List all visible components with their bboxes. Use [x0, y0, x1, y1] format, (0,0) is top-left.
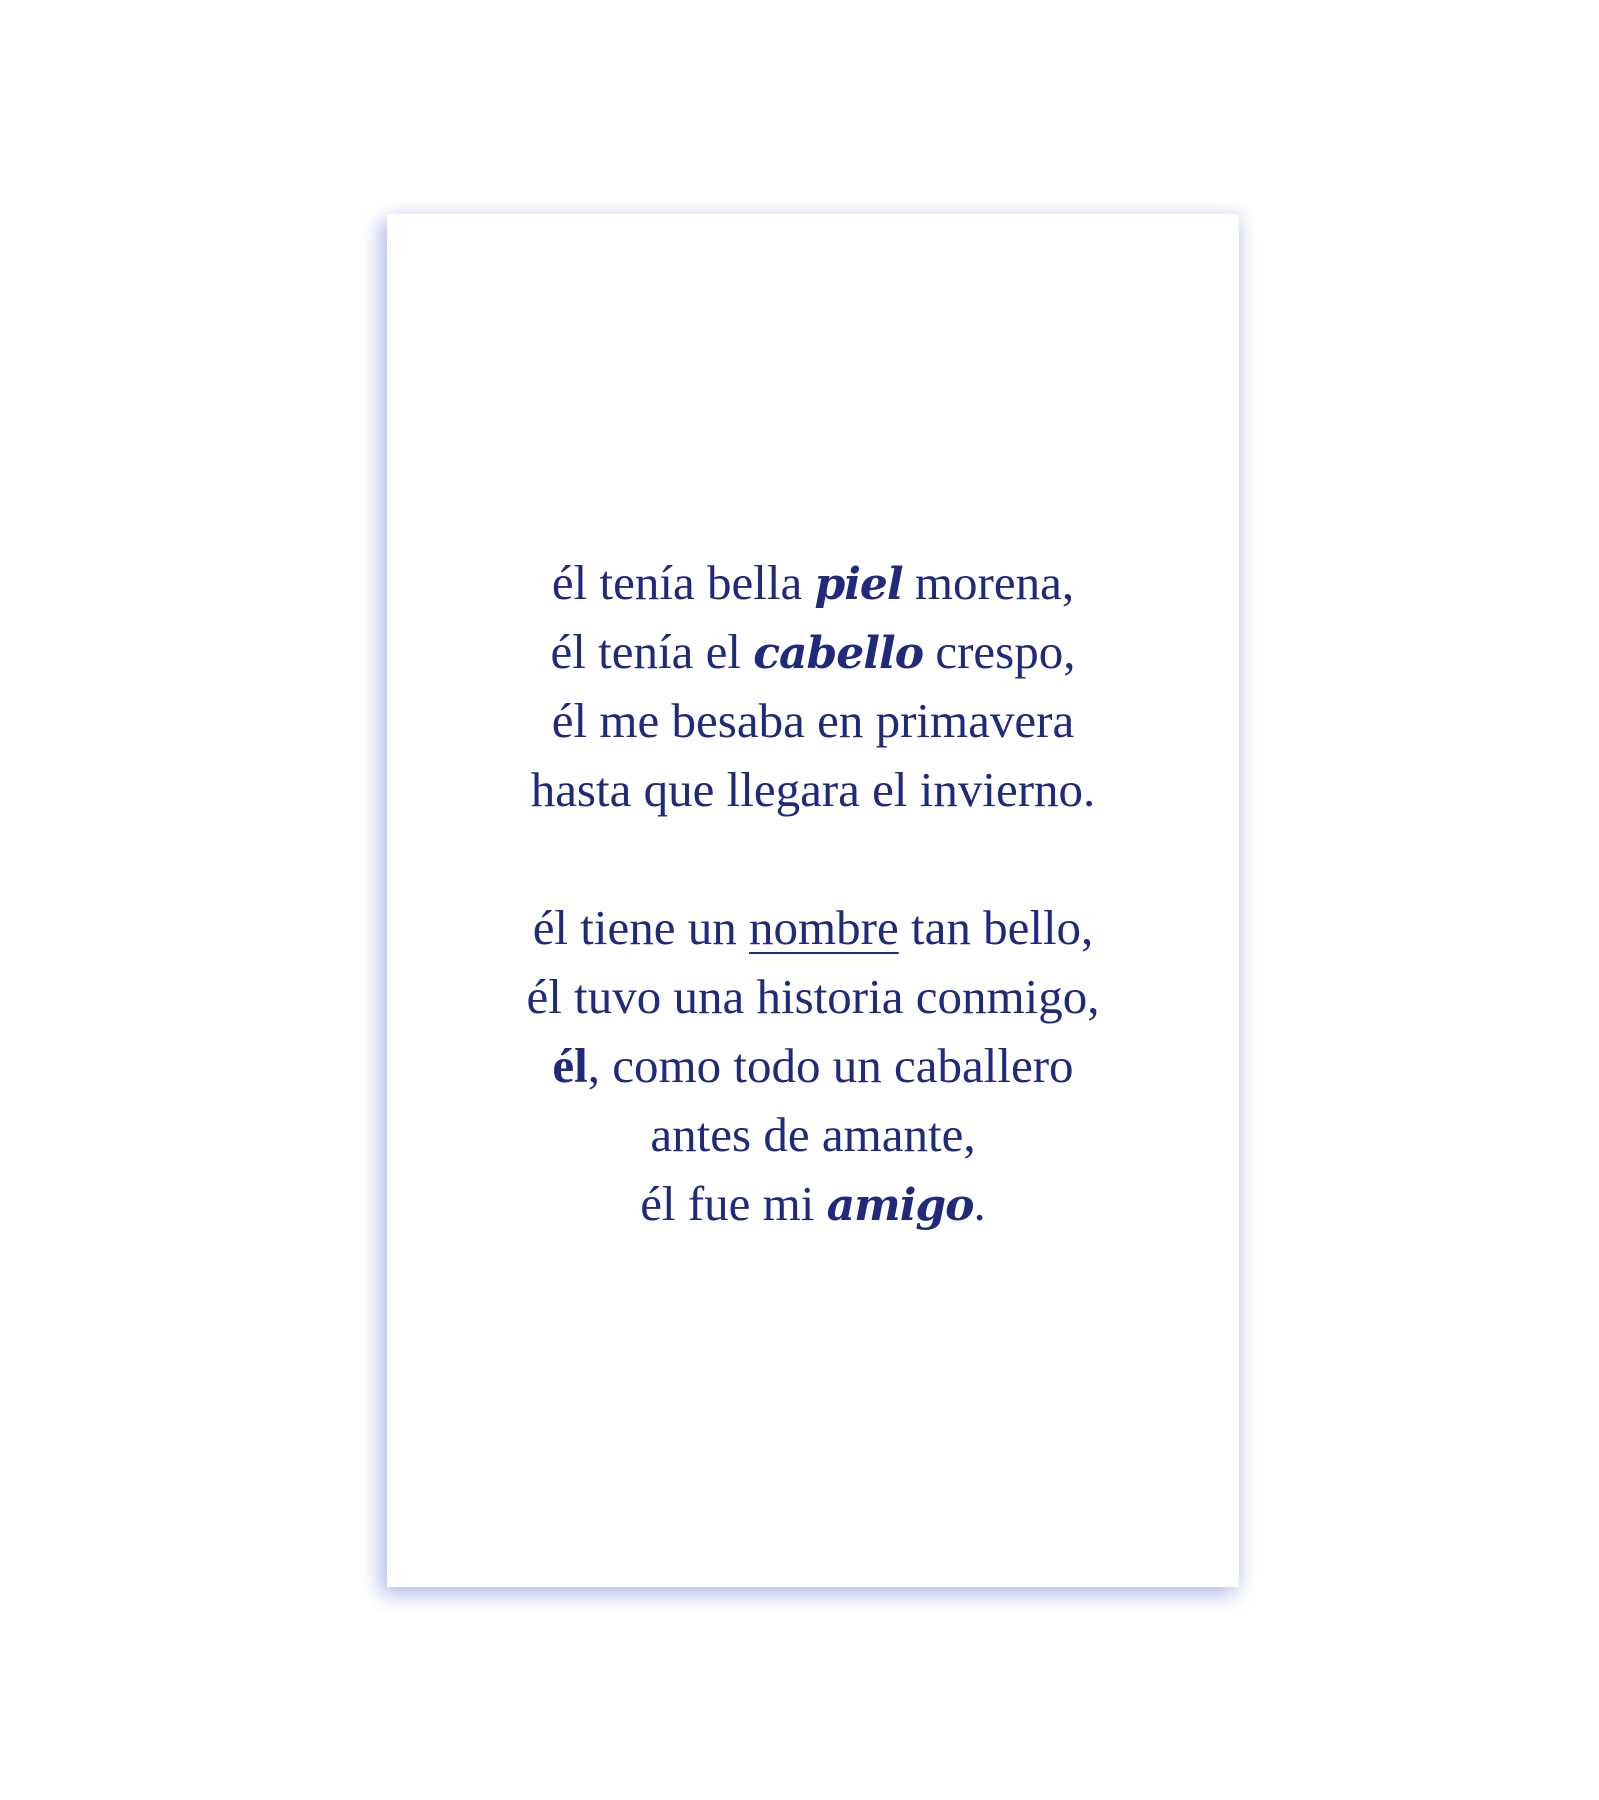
stanza1-line4: hasta que llegara el invierno. [530, 762, 1096, 817]
underlined-word-nombre: nombre [749, 900, 899, 955]
stanza2-line2: él tuvo una historia conmigo, [526, 969, 1100, 1024]
text-segment: él fue mi [640, 1176, 827, 1231]
text-segment: tan bello, [898, 900, 1094, 955]
stanza2-line1 [387, 893, 1239, 963]
text-segment: crespo, [923, 624, 1076, 679]
script-word-cabello: cabello [753, 628, 924, 679]
stanza2-line3 [387, 1031, 1239, 1101]
text-segment: él tenía bella [551, 555, 815, 610]
text-segment: , como todo un caballero [587, 1038, 1074, 1093]
text-segment: . [973, 1176, 986, 1231]
bold-word-el: él [552, 1038, 588, 1093]
script-word-piel: piel [814, 559, 903, 610]
stanza1-line1 [387, 548, 1239, 618]
stanza1-line3: él me besaba en primavera [551, 693, 1075, 748]
poem-card [387, 214, 1239, 1587]
stanza2-line4: antes de amante, [650, 1107, 976, 1162]
text-segment: él tiene un [532, 900, 750, 955]
script-word-amigo: amigo [826, 1180, 974, 1231]
stanza2-line5 [387, 1169, 1239, 1239]
text-segment: morena, [902, 555, 1075, 610]
stanza1-line2 [387, 617, 1239, 687]
text-segment: él tenía el [550, 624, 754, 679]
